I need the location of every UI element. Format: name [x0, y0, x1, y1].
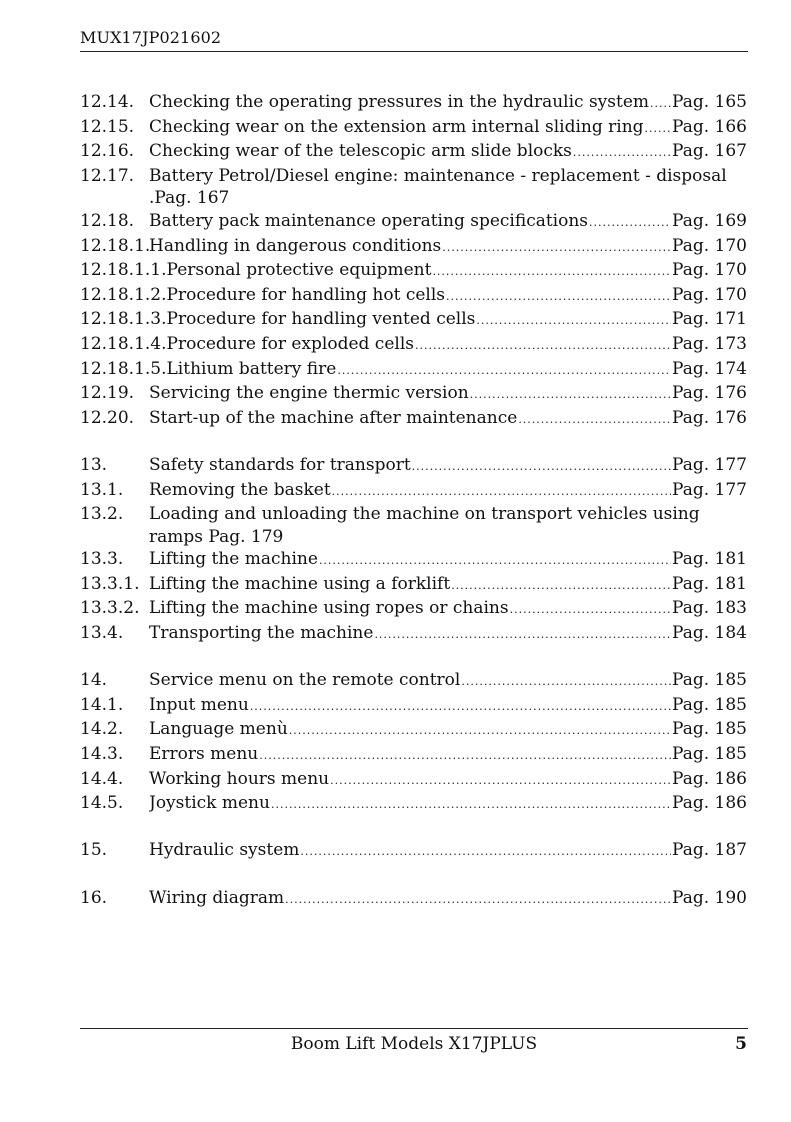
toc-entry-page: Pag. 166 [672, 116, 747, 137]
toc-entry-page: Pag. 185 [672, 744, 747, 765]
toc-entry-number: 12.15. [80, 116, 135, 137]
toc-entry-page: Pag. 187 [672, 840, 747, 861]
toc-entry-title: Language menù [149, 719, 288, 740]
toc-entry[interactable] [80, 333, 747, 358]
toc-entry-title: Lithium battery fire [166, 358, 337, 379]
toc-entry-title: Checking the operating pressures in the hydraulic system [149, 92, 650, 112]
toc-entry-number: 14.5. [80, 793, 124, 814]
dot-leader [250, 696, 671, 719]
toc-entry-number: 12.18.1.3. [80, 309, 167, 330]
toc-entry[interactable] [80, 548, 747, 573]
footer-divider [80, 1028, 748, 1029]
toc-entry-page: Pag. 167 [672, 141, 747, 162]
toc-entry-number: 14.4. [80, 768, 124, 789]
dot-leader [259, 745, 671, 768]
toc-entry-number: 13.1. [80, 479, 124, 500]
dot-leader [451, 575, 671, 598]
toc-entry[interactable] [80, 454, 747, 479]
toc-entry-page: Pag. 179 [208, 526, 284, 547]
dot-leader [589, 212, 671, 235]
toc-entry-title: Procedure for handling hot cells [166, 284, 445, 305]
dot-leader [330, 770, 671, 793]
toc-entry-number: 12.18.1.4. [80, 333, 167, 354]
toc-entry[interactable] [80, 210, 747, 235]
toc-entry-number: 13. [80, 454, 108, 475]
toc-entry-number: 12.18. [80, 210, 135, 231]
toc-entry-number: 12.20. [80, 407, 135, 428]
dot-leader [518, 409, 671, 432]
toc-entry-page: Pag. 185 [672, 694, 747, 715]
dot-leader [470, 384, 671, 407]
toc-entry-title: Loading and unloading the machine on transport vehicles using ramps [149, 504, 700, 547]
toc-entry-number: 13.2. [80, 504, 124, 525]
dot-leader [461, 671, 671, 694]
footer-title: Boom Lift Models X17JPLUS [290, 1034, 538, 1054]
toc-entry-number: 13.3.1. [80, 573, 140, 594]
header-divider [80, 51, 748, 52]
toc-entry-page: Pag. 186 [672, 768, 747, 789]
toc-entry-page: Pag. 170 [672, 284, 747, 305]
toc-entry-title: Lifting the machine using a forklift [149, 573, 451, 594]
toc-entry-page: Pag. 183 [672, 598, 747, 619]
toc-entry[interactable] [80, 382, 747, 407]
toc-entry-title: Input menu [149, 694, 249, 715]
dot-leader [510, 599, 671, 622]
toc-entry-title: Errors menu [149, 744, 259, 765]
toc-entry-page: Pag. 185 [672, 719, 747, 740]
toc-entry-number: 13.3.2. [80, 598, 140, 619]
toc-entry-title: Battery pack maintenance operating specifications [149, 210, 589, 231]
toc-entry-number: 12.17. [80, 165, 135, 186]
toc-entry-title: Procedure for handling vented cells [166, 309, 476, 330]
toc-entry-number: 12.18.1. [80, 235, 151, 256]
toc-entry[interactable] [80, 718, 747, 743]
toc-entry-title: Battery Petrol/Diesel engine: maintenance - replacement - disposal . [149, 165, 727, 209]
toc-entry[interactable] [80, 792, 747, 817]
toc-entry-number: 12.18.1.2. [80, 284, 167, 305]
toc-entry[interactable] [80, 669, 747, 694]
toc-entry[interactable] [80, 839, 747, 864]
toc-entry-title: Handling in dangerous conditions [149, 235, 442, 256]
toc-entry-number: 12.14. [80, 92, 135, 112]
toc-entry-title: Wiring diagram [149, 887, 285, 908]
toc-entry-number: 14.1. [80, 694, 124, 715]
toc-entry-title: Working hours menu [149, 768, 330, 789]
dot-leader [319, 550, 671, 573]
toc-entry[interactable] [80, 308, 747, 333]
toc-entry-title: Personal protective equipment [166, 260, 432, 281]
toc-entry-title: Checking wear on the extension arm internal sliding ring [149, 116, 644, 137]
toc-entry[interactable] [80, 116, 747, 141]
toc-entry-title: Joystick menu [149, 793, 270, 814]
toc-entry-title: Hydraulic system [149, 840, 300, 861]
toc-entry[interactable] [80, 140, 747, 165]
toc-entry[interactable] [80, 694, 747, 719]
toc-entry-title: Service menu on the remote control [149, 670, 461, 691]
dot-leader [289, 720, 671, 743]
document-code: MUX17JP021602 [80, 28, 222, 47]
toc-entry-number: 13.3. [80, 549, 124, 570]
toc-entry-number: 15. [80, 840, 108, 861]
toc-entry[interactable] [80, 743, 747, 768]
dot-leader [650, 93, 671, 116]
toc-entry[interactable] [80, 479, 747, 504]
toc-entry[interactable] [80, 622, 747, 647]
toc-entry-page: Pag. 181 [672, 573, 747, 594]
toc-entry-title: Start-up of the machine after maintenance [149, 407, 518, 428]
toc-entry-page: Pag. 181 [672, 549, 747, 570]
toc-entry-number: 12.19. [80, 383, 135, 404]
toc-entry-page: Pag. 167 [154, 188, 230, 209]
toc-entry[interactable] [80, 284, 747, 309]
toc-entry-number: 14. [80, 670, 108, 691]
toc-entry[interactable] [80, 91, 747, 116]
toc-entry-number: 16. [80, 887, 108, 908]
toc-entry-number: 13.4. [80, 623, 124, 644]
toc-entry-title: Removing the basket [149, 479, 331, 500]
toc-entry-title: Servicing the engine thermic version [149, 383, 469, 404]
toc-entry-title: Checking wear of the telescopic arm slide blocks [149, 141, 572, 162]
toc-entry-page: Pag. 174 [672, 358, 747, 379]
toc-entry-page: Pag. 170 [672, 260, 747, 281]
toc-entry[interactable] [80, 503, 747, 548]
toc-entry[interactable] [80, 358, 747, 383]
toc-entry-page: Pag. 177 [672, 479, 747, 500]
page-number: 5 [735, 1034, 747, 1054]
dot-leader [573, 142, 671, 165]
dot-leader [271, 794, 671, 817]
toc-entry-page: Pag. 185 [672, 670, 747, 691]
toc-entry-page: Pag. 190 [672, 887, 747, 908]
toc-entry-number: 14.3. [80, 744, 124, 765]
toc-entry-number: 14.2. [80, 719, 124, 740]
toc-entry[interactable] [80, 887, 747, 912]
dot-leader [285, 889, 671, 912]
dot-leader [442, 237, 671, 260]
toc-entry[interactable] [80, 259, 747, 284]
toc-entry-title: Safety standards for transport [149, 454, 411, 475]
dot-leader [645, 118, 672, 141]
dot-leader [415, 335, 671, 358]
dot-leader [432, 261, 671, 284]
toc-entry[interactable] [80, 768, 747, 793]
toc-entry-page: Pag. 169 [672, 210, 747, 231]
toc-entry[interactable] [80, 235, 747, 260]
toc-entry-title: Transporting the machine [149, 623, 374, 644]
toc-entry-page: Pag. 173 [672, 333, 747, 354]
dot-leader [476, 310, 671, 333]
toc-entry-page: Pag. 177 [672, 454, 747, 475]
dot-leader [332, 481, 671, 504]
toc-entry[interactable] [80, 573, 747, 598]
toc-entry-number: 12.18.1.5. [80, 358, 167, 379]
dot-leader [300, 841, 671, 864]
dot-leader [337, 360, 671, 383]
toc-entry-page: Pag. 165 [672, 92, 747, 112]
toc-entry-page: Pag. 186 [672, 793, 747, 814]
toc-entry-number: 12.18.1.1. [80, 260, 167, 281]
toc-entry[interactable] [80, 407, 747, 432]
toc-entry-title: Lifting the machine [149, 549, 318, 570]
toc-entry-page: Pag. 184 [672, 623, 747, 644]
toc-entry-page: Pag. 176 [672, 383, 747, 404]
dot-leader [374, 624, 671, 647]
toc-entry[interactable] [80, 165, 747, 210]
toc-entry-page: Pag. 170 [672, 235, 747, 256]
toc-entry-title: Lifting the machine using ropes or chains [149, 598, 509, 619]
dot-leader [446, 286, 671, 309]
toc-entry[interactable] [80, 597, 747, 622]
table-of-contents [80, 91, 747, 911]
toc-entry-page: Pag. 176 [672, 407, 747, 428]
toc-entry-title: Procedure for exploded cells [166, 333, 414, 354]
toc-entry-page: Pag. 171 [672, 309, 747, 330]
toc-entry-number: 12.16. [80, 141, 135, 162]
dot-leader [412, 456, 671, 479]
